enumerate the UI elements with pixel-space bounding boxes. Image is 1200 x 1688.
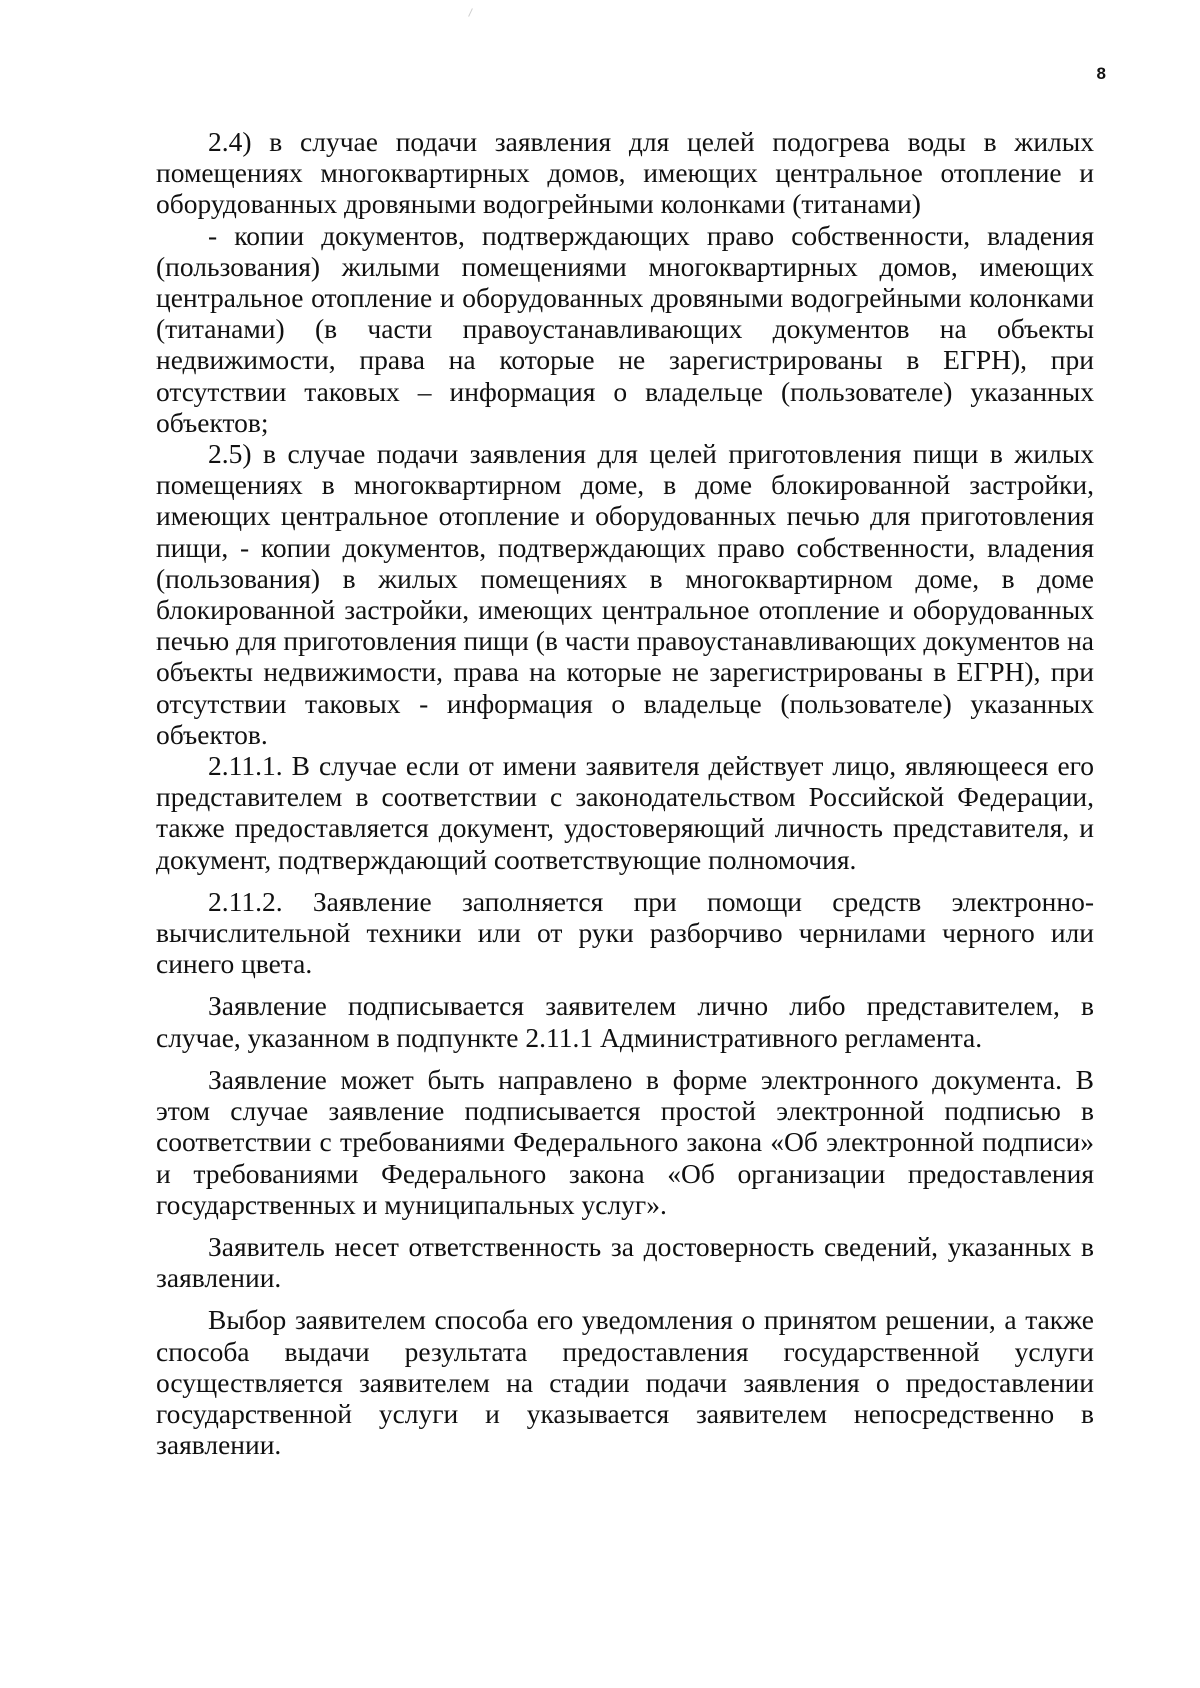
paragraph-notification-choice: Выбор заявителем способа его уведомления о принятом решении, а также способа выдачи результата предоставления государственной услуги осуществляется заявителем на стадии подачи заявления о предоставлении государственной услуги и указывается заявителем непосредственно в заявлении. xyxy=(156,1304,1094,1461)
paragraph-responsibility: Заявитель несет ответственность за достоверность сведений, указанных в заявлении. xyxy=(156,1230,1094,1294)
document-body xyxy=(156,126,1094,1460)
page-number: 8 xyxy=(1096,64,1106,83)
paragraph-signature: Заявление подписывается заявителем лично либо представителем, в случае, указанном в подпункте 2.11.1 Административного регламента. xyxy=(156,990,1094,1053)
paragraph-electronic-document: Заявление может быть направлено в форме электронного документа. В этом случае заявление подписывается простой электронной подписью в соответствии с требованиями Федерального закона «Об электронной подписи» и требованиями Федерального закона «Об организации предоставления государственных и муниципальных услуг». xyxy=(156,1063,1094,1220)
scan-artifact xyxy=(468,8,473,17)
paragraph-2-4-documents: - копии документов, подтверждающих право собственности, владения (пользования) жилыми помещениями многоквартирных домов, имеющих центральное отопление и оборудованных дровяными водогрейными колонками (титанами) (в части правоустанавливающих документов на объекты недвижимости, права на которые не зарегистрированы в ЕГРН), при отсутствии таковых – информация о владельце (пользователе) указанных объектов; xyxy=(156,219,1094,438)
paragraph-2-11-1: 2.11.1. В случае если от имени заявителя действует лицо, являющееся его представителем в соответствии с законодательством Российской Федерации, также предоставляется документ, удостоверяющий личность представителя, и документ, подтверждающий соответствующие полномочия. xyxy=(156,750,1094,875)
paragraph-2-11-2: 2.11.2. Заявление заполняется при помощи средств электронно-вычислительной техники или от руки разборчиво чернилами черного или синего цвета. xyxy=(156,885,1094,980)
paragraph-2-5: 2.5) в случае подачи заявления для целей приготовления пищи в жилых помещениях в многоквартирном доме, в доме блокированной застройки, имеющих центральное отопление и оборудованных печью для приготовления пищи, - копии документов, подтверждающих право собственности, владения (пользования) в жилых помещениях в многоквартирном доме, в доме блокированной застройки, имеющих центральное отопление и оборудованных печью для приготовления пищи (в части правоустанавливающих документов на объекты недвижимости, права на которые не зарегистрированы в ЕГРН), при отсутствии таковых - информация о владельце (пользователе) указанных объектов. xyxy=(156,438,1094,750)
paragraph-2-4: 2.4) в случае подачи заявления для целей подогрева воды в жилых помещениях многоквартирных домов, имеющих центральное отопление и оборудованных дровяными водогрейными колонками (титанами) xyxy=(156,126,1094,220)
